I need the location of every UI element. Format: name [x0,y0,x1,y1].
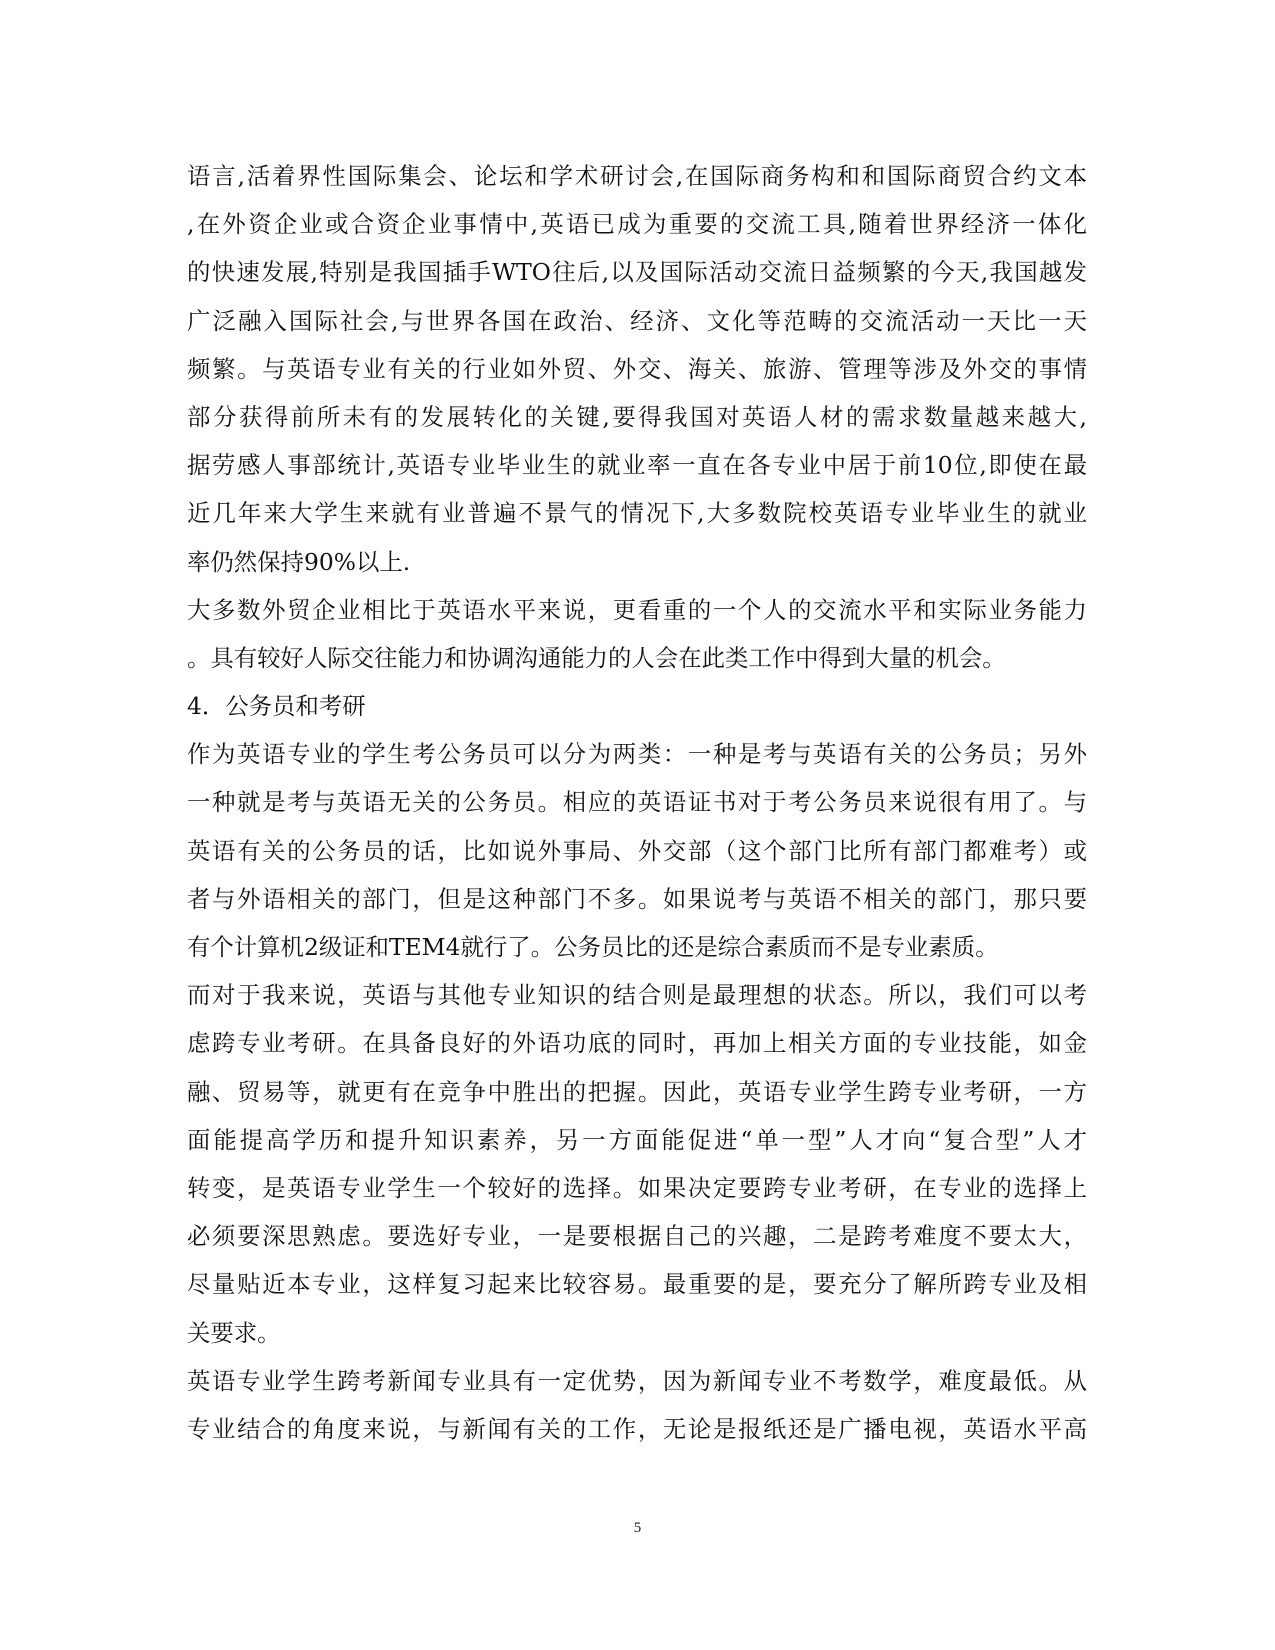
text-line: 频繁。与英语专业有关的行业如外贸、外交、海关、旅游、管理等涉及外交的事情 [187,354,1087,383]
text-line: 转变，是英语专业学生一个较好的选择。如果决定要跨专业考研，在专业的选择上 [187,1173,1087,1202]
text-line: 广泛融入国际社会,与世界各国在政治、经济、文化等范畴的交流活动一天比一天 [187,306,1087,335]
text-line: 虑跨专业考研。在具备良好的外语功底的同时，再加上相关方面的专业技能，如金 [187,1029,1087,1058]
text-line: 英语专业学生跨考新闻专业具有一定优势，因为新闻专业不考数学，难度最低。从 [187,1366,1087,1395]
text-line: 必须要深思熟虑。要选好专业，一是要根据自己的兴趣，二是跨考难度不要太大， [187,1222,1087,1251]
text-line: 专业结合的角度来说，与新闻有关的工作，无论是报纸还是广播电视，英语水平高 [187,1414,1087,1443]
page-number: 5 [633,1520,642,1536]
text-line: 率仍然保持90%以上. [187,547,411,576]
text-line: 英语有关的公务员的话，比如说外事局、外交部（这个部门比所有部门都难考）或 [187,836,1087,865]
text-line: 近几年来大学生来就有业普遍不景气的情况下,大多数院校英语专业毕业生的就业 [187,499,1087,528]
text-line: 一种就是考与英语无关的公务员。相应的英语证书对于考公务员来说很有用了。与 [187,788,1087,817]
text-line: 关要求。 [187,1318,281,1347]
text-line: 尽量贴近本专业，这样复习起来比较容易。最重要的是，要充分了解所跨专业及相 [187,1270,1087,1299]
text-line: 有个计算机2级证和TEM4就行了。公务员比的还是综合素质而不是专业素质。 [187,933,999,961]
text-line: 的快速发展,特别是我国插手WTO往后,以及国际活动交流日益频繁的今天,我国越发 [187,258,1087,287]
text-line: 。具有较好人际交往能力和协调沟通能力的人会在此类工作中得到大量的机会。 [187,643,1006,672]
text-line: 面能提高学历和提升知识素养，另一方面能促进“单一型”人才向“复合型”人才 [187,1125,1087,1154]
text-line: 融、贸易等，就更有在竞争中胜出的把握。因此，英语专业学生跨专业考研，一方 [187,1077,1087,1106]
section-heading: 4．公务员和考研 [187,692,366,721]
body-text [187,152,1087,1453]
text-line: 大多数外贸企业相比于英语水平来说，更看重的一个人的交流水平和实际业务能力 [187,595,1087,624]
text-line: 者与外语相关的部门，但是这种部门不多。如果说考与英语不相关的部门，那只要 [187,884,1087,913]
text-line: 语言,活着界性国际集会、论坛和学术研讨会,在国际商务构和和国际商贸合约文本 [187,162,1087,190]
text-line: 据劳感人事部统计,英语专业毕业生的就业率一直在各专业中居于前10位,即使在最 [187,451,1087,480]
text-line: ,在外资企业或合资企业事情中,英语已成为重要的交流工具,随着世界经济一体化 [187,210,1087,239]
text-line: 作为英语专业的学生考公务员可以分为两类：一种是考与英语有关的公务员；另外 [187,740,1087,769]
text-line: 而对于我来说，英语与其他专业知识的结合则是最理想的状态。所以，我们可以考 [187,981,1087,1010]
text-line: 部分获得前所未有的发展转化的关键,要得我国对英语人材的需求数量越来越大, [187,402,1087,431]
